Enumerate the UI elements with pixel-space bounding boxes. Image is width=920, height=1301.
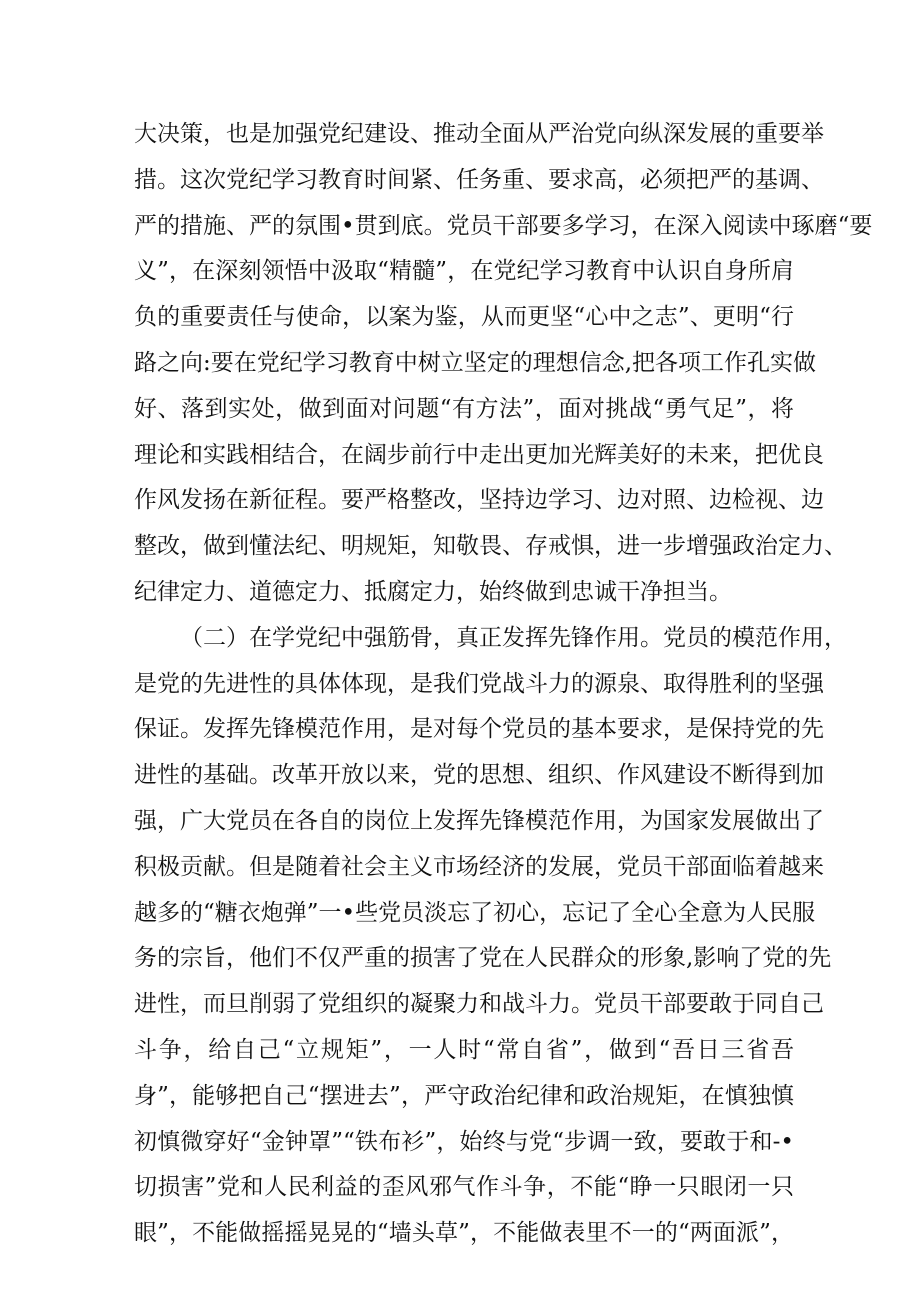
text-line: 身”，能够把自己“摆进去”，严守政治纪律和政治规矩，在慎独慎 xyxy=(134,1082,794,1109)
text-line: 措。这次党纪学习教育时间紧、任务重、要求高，必须把严的基调、 xyxy=(134,166,824,193)
text-line: 理论和实践相结合，在阔步前行中走出更加光辉美好的未来，把优良 xyxy=(134,441,824,468)
text-line: 作风发扬在新征程。要严格整改，坚持边学习、边对照、边检视、边 xyxy=(134,487,824,514)
text-line: 严的措施、严的氛围•贯到底。党员干部要多学习，在深入阅读中琢磨“要 xyxy=(134,212,873,239)
text-line: 保证。发挥先锋模范作用，是对每个党员的基本要求，是保持党的先 xyxy=(134,716,824,743)
text-line: 务的宗旨，他们不仅严重的损害了党在人民群众的形象,影响了党的先 xyxy=(134,945,832,972)
text-line: 初慎微穿好“金钟罩”“铁布衫”，始终与党“步调一致，要敢于和-• xyxy=(134,1128,794,1155)
text-line: 进性，而旦削弱了党组织的凝聚力和战斗力。党员干部要敢于同自己 xyxy=(134,991,824,1018)
paragraph-2 xyxy=(134,616,847,1257)
text-line: 眼”，不能做摇摇晃晃的“墙头草”，不能做表里不一的“两面派”， xyxy=(134,1220,794,1247)
text-line: 强，广大党员在各自的岗位上发挥先锋模范作用，为国家发展做出了 xyxy=(134,807,824,834)
body-text xyxy=(134,112,873,1257)
text-line: 切损害”党和人民利益的歪风邪气作斗争，不能“睁一只眼闭一只 xyxy=(134,1174,794,1201)
paragraph-1 xyxy=(134,112,873,616)
text-line: 越多的“糖衣炮弹”一•些党员淡忘了初心，忘记了全心全意为人民服 xyxy=(134,899,816,926)
text-line: 进性的基础。改革开放以来，党的思想、组织、作风建设不断得到加 xyxy=(134,762,824,789)
text-line: 义”，在深刻领悟中汲取“精髓”，在党纪学习教育中认识自身所肩 xyxy=(134,258,794,285)
text-line: 好、落到实处，做到面对问题“有方法”，面对挑战“勇气足”，将 xyxy=(134,395,794,422)
text-line: 大决策，也是加强党纪建设、推动全面从严治党向纵深发展的重要举 xyxy=(134,121,824,147)
text-line: 纪律定力、道德定力、抵腐定力，始终做到忠诚干净担当。 xyxy=(134,578,732,605)
text-line: （二）在学党纪中强筋骨，真正发挥先锋作用。党员的模范作用， xyxy=(180,624,847,651)
text-line: 路之向:要在党纪学习教育中树立坚定的理想信念,把各项工作孔实做 xyxy=(134,349,817,376)
text-line: 斗争，给自己“立规矩”，一人时“常自省”，做到“吾日三省吾 xyxy=(134,1036,794,1063)
text-line: 积极贡献。但是随着社会主义市场经济的发展，党员干部面临着越来 xyxy=(134,853,824,880)
text-line: 整改，做到懂法纪、明规矩，知敬畏、存戒惧，进一步增强政治定力、 xyxy=(134,533,847,560)
text-line: 是党的先进性的具体体现，是我们党战斗力的源泉、取得胜利的坚强 xyxy=(134,670,824,697)
text-line: 负的重要责任与使命，以案为鉴，从而更坚“心中之志”、更明“行 xyxy=(134,304,794,331)
